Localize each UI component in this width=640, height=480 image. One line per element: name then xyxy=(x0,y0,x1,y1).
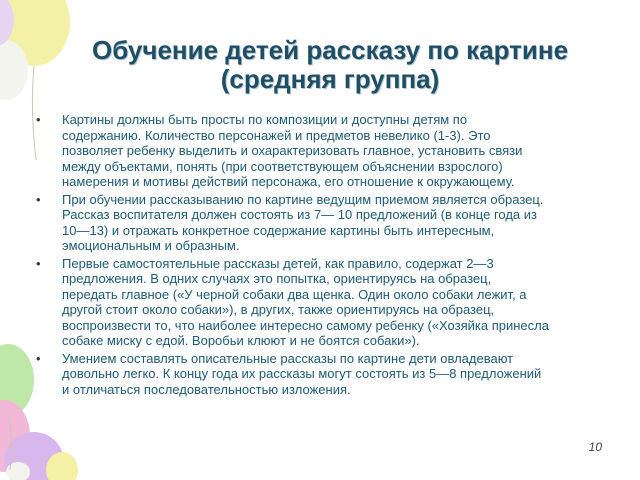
title-line: (средняя группа) xyxy=(220,64,440,94)
bullet-line: собаке миску с едой. Воробьи клюют и не боятся собаки»). xyxy=(62,333,420,348)
bullet-line: довольно легко. К концу года их рассказы могут состоять из 5—8 предложений xyxy=(62,366,542,381)
bullet-line: Рассказ воспитателя должен состоять из 7— 10 предложений (в конце года из xyxy=(62,207,537,222)
slide-title xyxy=(40,36,620,94)
bullet-item xyxy=(34,112,612,190)
bullet-list xyxy=(34,112,612,399)
bullet-marker: • xyxy=(36,255,41,271)
bullet-line: Первые самостоятельные рассказы детей, как правило, содержат 2—3 xyxy=(62,255,494,271)
bullet-line: позволяет ребенку выделить и охарактеризовать главное, установить связи xyxy=(62,143,523,158)
bullet-line: между объектами, понять (при соответствующем объяснении взрослого) xyxy=(62,158,503,174)
bullet-line: воспроизвести то, что наиболее интересно самому ребенку («Хозяйка принесла xyxy=(62,317,549,333)
bullet-marker: • xyxy=(36,112,41,127)
bullet-item xyxy=(34,192,612,254)
page-number: 10 xyxy=(588,440,602,454)
bullet-line: содержанию. Количество персонажей и предметов невелико (1-3). Это xyxy=(62,127,491,143)
bullet-line: предложения. В одних случаях это попытка, ориентируясь на образец, xyxy=(62,271,492,286)
bullet-line: и отличаться последовательностью изложения. xyxy=(62,381,351,397)
bullet-line: 10—13) и отражать конкретное содержание картины быть интересным, xyxy=(62,222,495,238)
bullet-line: При обучении рассказыванию по картине ведущим приемом является образец. xyxy=(62,191,544,207)
bullet-line: эмоциональным и образным. xyxy=(62,238,240,253)
bullet-line: намерения и мотивы действий персонажа, его отношение к окружающему. xyxy=(62,174,515,189)
bullet-line: другой стоит около собаки»), в других, также ориентируясь на образец, xyxy=(62,302,495,317)
bullet-line: Умением составлять описательные рассказы по картине дети овладевают xyxy=(62,350,514,366)
bullet-marker: • xyxy=(36,191,41,207)
bullet-item xyxy=(34,351,612,398)
bullet-item xyxy=(34,256,612,349)
bullet-line: передать главное («У черной собаки два щенка. Один около собаки лежит, а xyxy=(62,286,527,302)
bullet-marker: • xyxy=(36,350,41,366)
title-line: Обучение детей рассказу по картине xyxy=(91,35,569,65)
bullet-line: Картины должны быть просты по композиции и доступны детям по xyxy=(62,112,468,127)
